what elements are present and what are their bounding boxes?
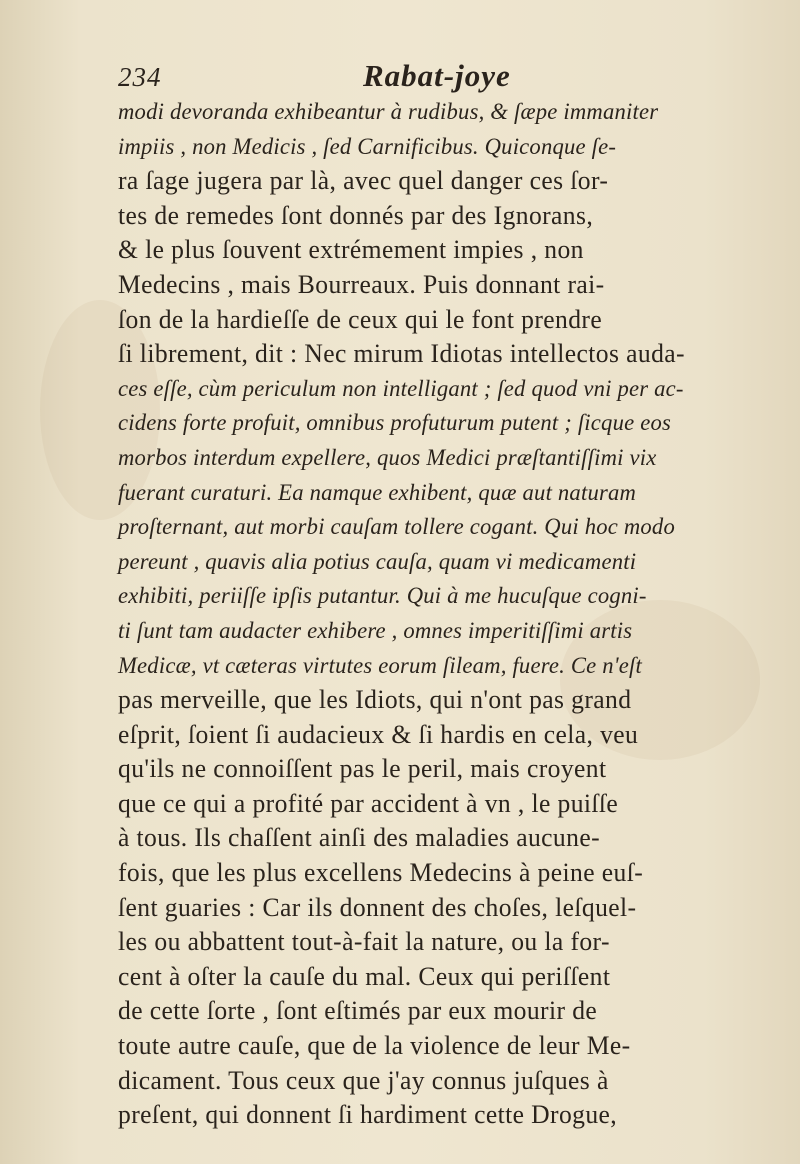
text-line: de cette ſorte , ſont eſtimés par eux mourir de [118,996,598,1026]
text-line: ſent guaries : Car ils donnent des choſes, leſquel- [118,892,637,922]
text-line: pereunt , quavis alia potius cauſa, quam vi medicamenti [118,548,637,574]
body-text [118,95,768,1133]
text-line: & le plus ſouvent extrémement impies , non [118,235,584,265]
page-number: 234 [118,62,162,92]
text-line: proſternant, aut morbi cauſam tollere cogant. Qui hoc modo [118,514,675,540]
text-line: ti ſunt tam audacter exhibere , omnes imperitiſſimi artis [118,617,633,643]
text-line: tes de remedes ſont donnés par des Ignorans, [118,200,594,230]
text-line: que ce qui a profité par accident à vn , le puiſſe [118,788,619,818]
text-line: à tous. Ils chaſſent ainſi des maladies aucune- [118,823,600,853]
text-line: toute autre cauſe, que de la violence de leur Me- [118,1031,631,1061]
text-line: ſon de la hardieſſe de ceux qui le font prendre [118,304,603,334]
text-line: cent à oſter la cauſe du mal. Ceux qui periſſent [118,961,611,991]
page-header [118,58,758,98]
text-line: ra ſage jugera par là, avec quel danger ces ſor- [118,166,609,196]
text-line: modi devoranda exhibeantur à rudibus, & ſæpe immaniter [118,99,659,124]
text-line: exhibiti, periiſſe ipſis putantur. Qui à me hucuſque cogni- [118,583,647,609]
text-line: dicament. Tous ceux que j'ay connus juſques à [118,1065,609,1095]
text-line: preſent, qui donnent ſi hardiment cette Drogue, [118,1100,618,1130]
text-line: fois, que les plus excellens Medecins à peine euſ- [118,858,644,888]
text-line: qu'ils ne connoiſſent pas le peril, mais croyent [118,754,607,784]
text-line: pas merveille, que les Idiots, qui n'ont pas grand [118,685,632,715]
text-line: impiis , non Medicis , ſed Carnificibus. Quiconque ſe- [118,133,617,159]
text-line: ces eſſe, cùm periculum non intelligant ; ſed quod vni per ac- [118,375,684,401]
text-line: les ou abbattent tout-à-fait la nature, ou la for- [118,927,610,957]
text-line: cidens forte profuit, omnibus profuturum putent ; ſicque eos [118,410,671,436]
text-line: eſprit, ſoient ſi audacieux & ſi hardis en cela, veu [118,719,639,749]
text-line: morbos interdum expellere, quos Medici præſtantiſſimi vix [118,444,657,470]
text-line: fuerant curaturi. Ea namque exhibent, quæ aut naturam [118,479,637,505]
text-line: ſi librement, dit : Nec mirum Idiotas intellectos auda- [118,339,685,369]
text-line: Medicæ, vt cæteras virtutes eorum ſileam, fuere. Ce n'eſt [118,652,643,678]
running-head: Rabat-joye [363,58,511,93]
text-line: Medecins , mais Bourreaux. Puis donnant rai- [118,269,605,299]
